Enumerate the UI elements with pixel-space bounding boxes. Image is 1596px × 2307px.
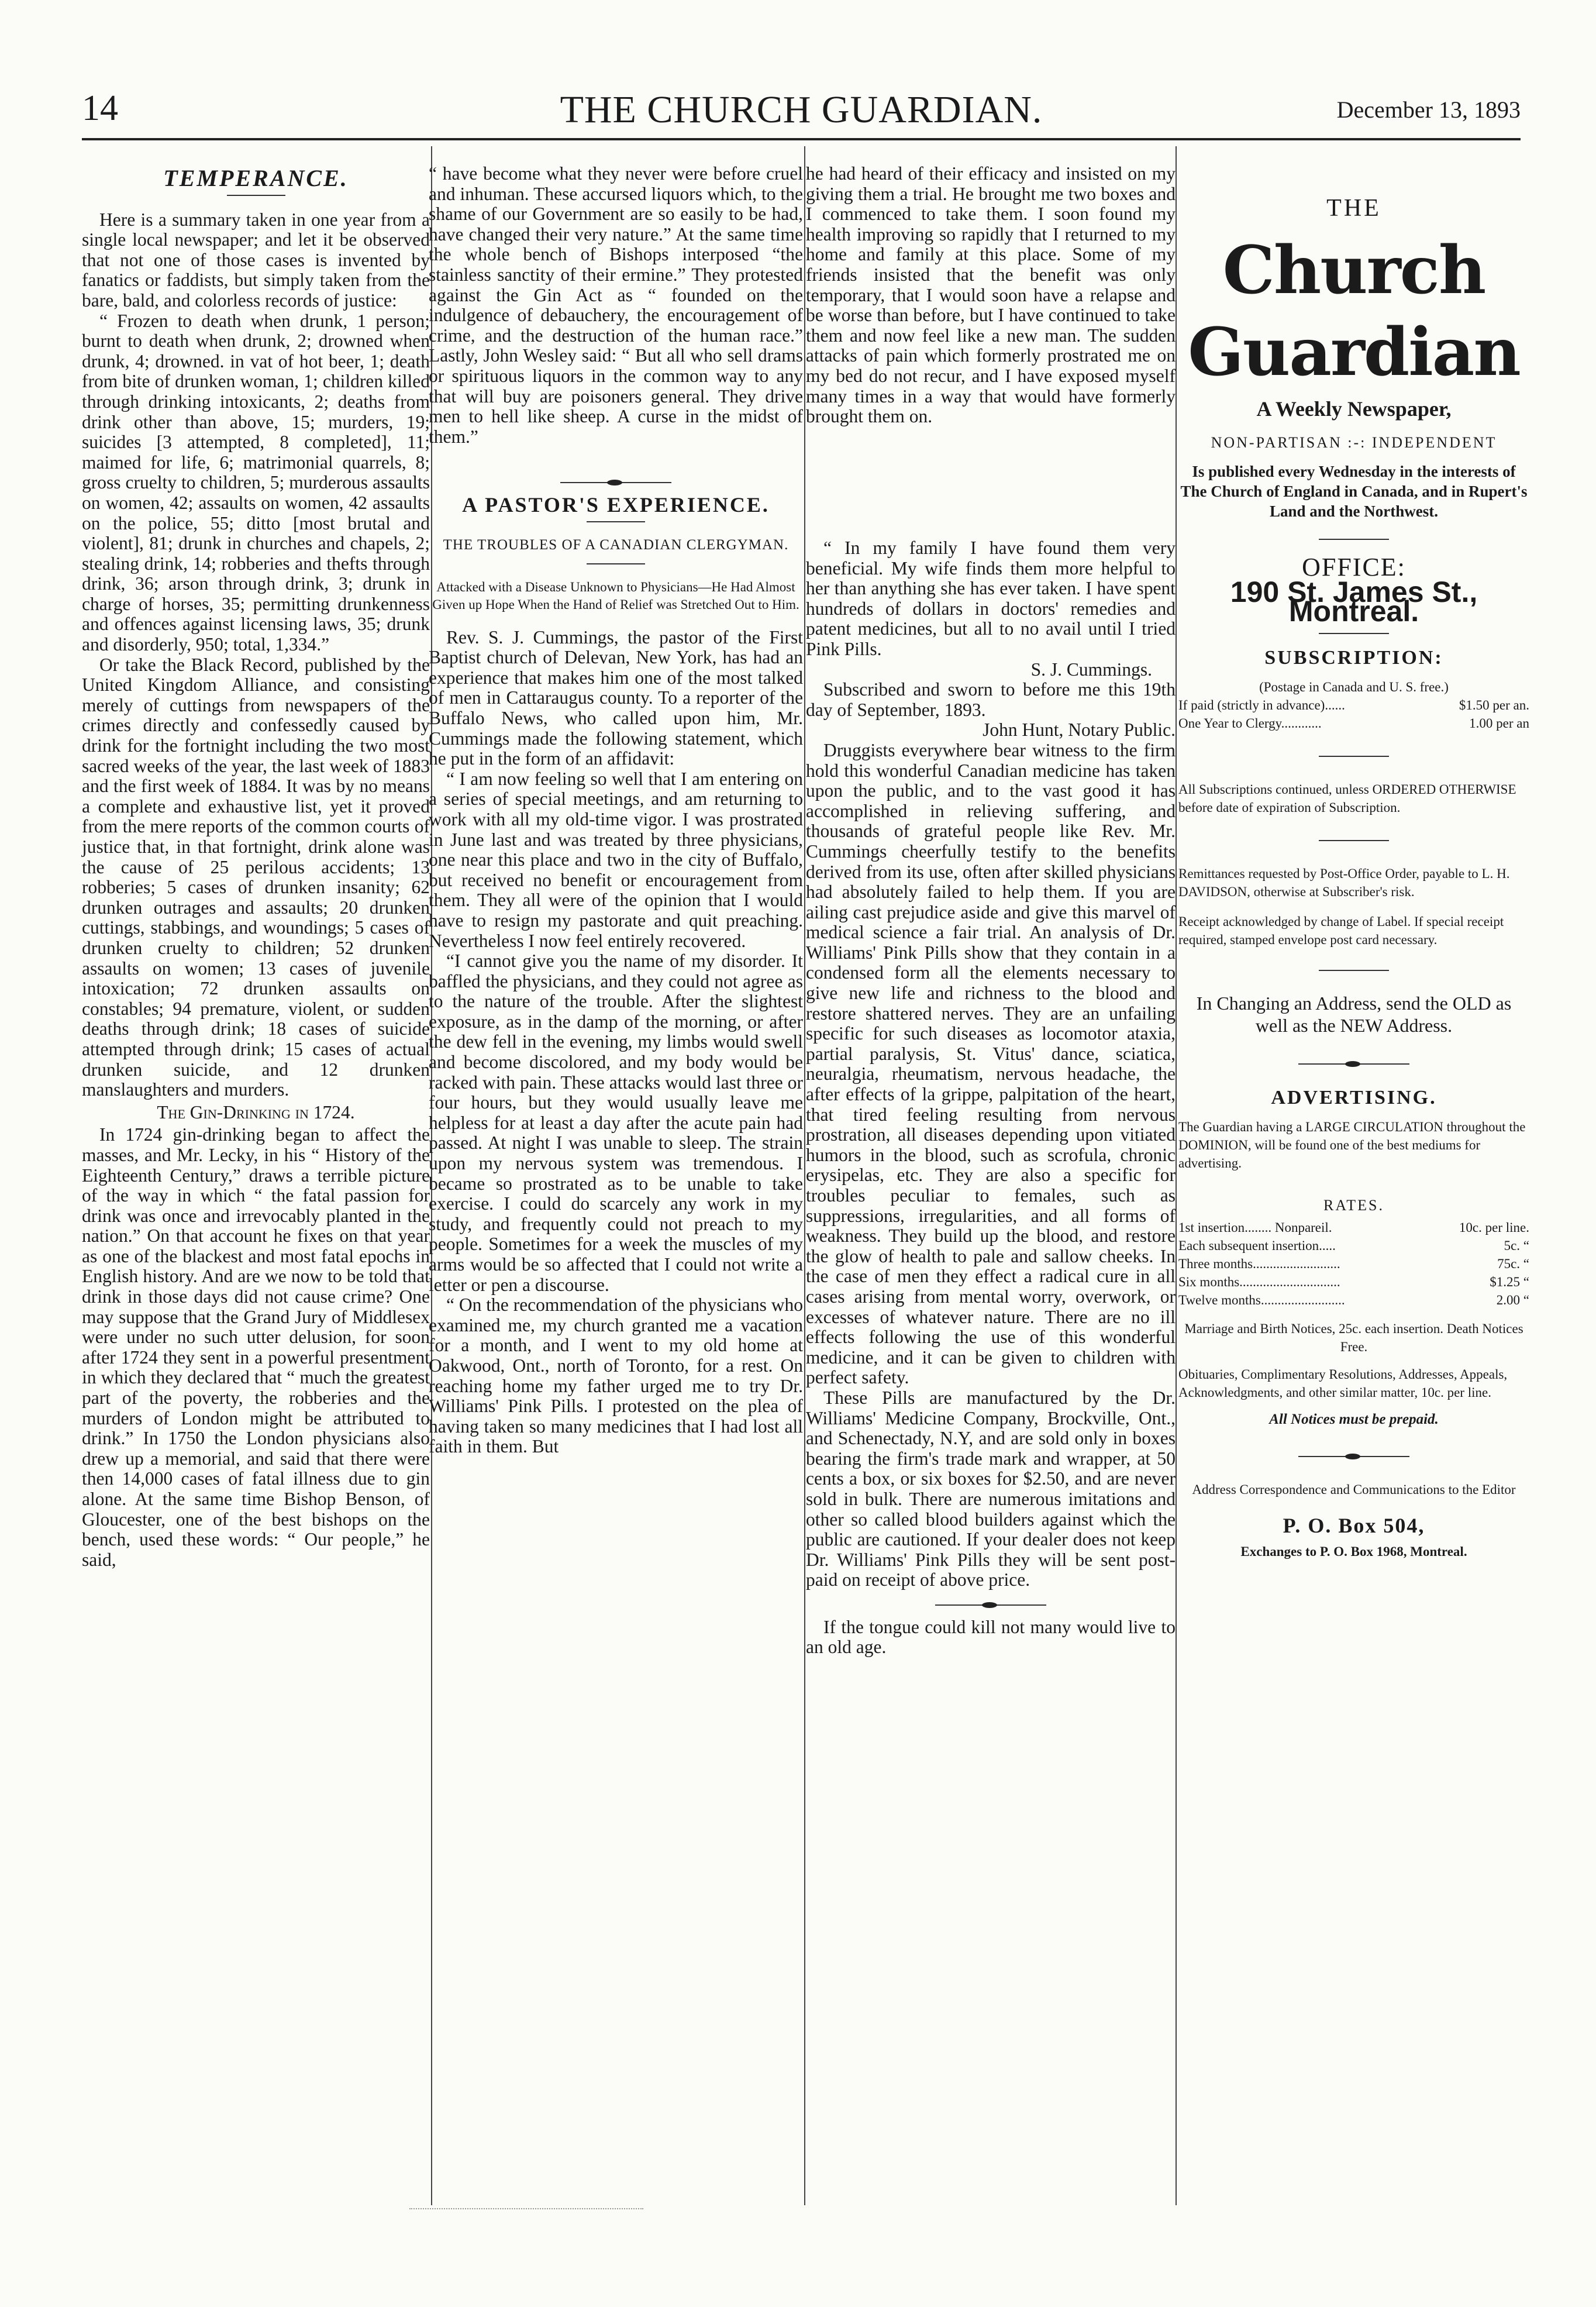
temperance-continued: “ have become what they never were before cruel and inhuman. These accursed liquors which, to the shame of our Government are so easily to be had, have changed their very nature.” At the same time the whole bench of Bishops interposed “the stainless sanctity of their ermine.” They protested against the Gin Act as “ founded on the indulgence of debauchery, the encouragement of crime, and the destruction of the human race.” Lastly, John Wesley said: “ But all who sell drams or spirituous liquors in the common way to any that will buy are poisoners general. They drive men to hell like sheep. A curse in the midst of them.”: [429, 164, 803, 447]
pastor-lede: Attacked with a Disease Unknown to Physicians—He Had Almost Given up Hope When the Hand of Relief was Stretched Out to Him.: [432, 579, 799, 612]
separator: [1319, 539, 1389, 540]
office-address: 190 St. James St., Montreal.: [1230, 576, 1478, 628]
masthead-the: THE: [1326, 195, 1381, 222]
heading-rule: [587, 521, 645, 522]
address-change-note: In Changing an Address, send the OLD as well as the NEW Address.: [1196, 993, 1512, 1036]
advertising-heading: ADVERTISING.: [1271, 1087, 1437, 1108]
rate-row: One Year to Clergy............ 1.00 per an: [1178, 716, 1529, 731]
exchanges-note: Exchanges to P. O. Box 1968, Montreal.: [1240, 1544, 1467, 1559]
pastor-paragraph: These Pills are manufactured by the Dr. Williams' Medicine Company, Brockville, Ont., and Schenectady, N.Y, and are sold only in boxes bearing the firm's trade mark and wrapper, at 50 cents a box, or six boxes for $2.50, and are never sold in bulk. There are numerous imitations and other so called blood builders against which the public are cautioned. If your dealer does not keep Dr. Williams' Pink Pills they will be sent post-paid on receipt of above price.: [806, 1387, 1176, 1590]
rate-row: [1178, 1218, 1529, 1237]
page-header: [82, 88, 1521, 135]
advertising-rates: [1178, 1218, 1529, 1309]
pastor-paragraph: “ In my family I have found them very beneficial. My wife finds them more helpful to her than anything she has ever taken. I have spent hundreds of dollars in doctors' remedies and patent medicines, but all to no avail until I tried Pink Pills.: [806, 538, 1176, 659]
pastor-subhead: THE TROUBLES OF A CANADIAN CLERGYMAN.: [443, 536, 789, 553]
temperance-paragraph: In 1724 gin-drinking began to affect the masses, and Mr. Lecky, in his “ History of the Eighteenth Century,” draws a terrible picture of the way in which “ the fatal passion for drink was once and irrevocably planted in the nation.” On that account he fixes on that year as one of the blackest and most fatal epochs in English history. And are we now to be told that drink in those days did not cause crime? One may suppose that the Grand Jury of Middlesex were under no such utter delusion, for soon after 1724 they sent in a powerful presentment in which they declared that “ much the greatest part of the poverty, the robberies and the murders of London might be attributed to drink.” In 1750 the London physicians also drew up a memorial, and said that there were then 14,000 cases of fatal illness due to gin alone. At the same time Bishop Benson, of Gloucester, one of the best bishops on the bench, used these words: “ Our people,” he said,: [82, 1125, 430, 1570]
pastor-paragraph: “ I am now feeling so well that I am entering on a series of special meetings, and am returning to work with all my old-time vigor. I was prostrated in June last and was treated by three physicians, one near this place and two in the city of Buffalo, but received no benefit or encouragement from them. They all were of the opinion that I would have to resign my pastorate and quit preaching. Nevertheless I now feel entirely recovered.: [429, 768, 803, 951]
nonpartisan-line: NON-PARTISAN :-: INDEPENDENT: [1211, 434, 1497, 451]
rate-label: 1st insertion........ Nonpareil.: [1178, 1220, 1332, 1235]
section-separator: [1298, 1063, 1409, 1065]
column-divider: [804, 146, 805, 2205]
marriage-notices: Marriage and Birth Notices, 25c. each insertion. Death Notices Free.: [1184, 1321, 1523, 1354]
separator: [1319, 756, 1389, 757]
header-rule: [82, 138, 1521, 140]
publication-note: Is published every Wednesday in the interests of The Church of England in Canada, and in Rupert's Land and the Northwest.: [1180, 463, 1528, 520]
rate-label: Six months..............................: [1178, 1275, 1340, 1289]
remittances-note: Remittances requested by Post-Office Order, payable to L. H. DAVIDSON, otherwise at Subscriber's risk.: [1178, 866, 1510, 899]
pastor-paragraph: Druggists everywhere bear witness to the firm hold this wonderful Canadian medicine has taken upon the public, and to the vast good it has accomplished in relieving suffering, and thousands of grateful people like Rev. Mr. Cummings cheerfully testify to the benefits derived from its use, often after skilled physicians had absolutely failed to help them. If you are ailing cast prejudice aside and give this marvel of medical science a fair trial. An analysis of Dr. Williams' Pink Pills show that they contain in a condensed form all the elements necessary to give new life and richness to the blood and restore shattered nerves. They are an unfailing specific for such diseases as locomotor ataxia, partial paralysis, St. Vitus' dance, sciatica, neuralgia, rheumatism, nervous headache, the after effects of la grippe, palpitation of the heart, that tired feeling resulting from nervous prostration, all diseases depending upon vitiated humors in the blood, such as scrofula, chronic erysipelas, etc. They are also a specific for troubles peculiar to females, such as suppressions, irregularities, and all forms of weakness. They build up the blood, and restore the glow of health to pale and sallow cheeks. In the case of men they effect a radical cure in all cases arising from mental worry, overwork, or excesses of whatever nature. There are no ill effects following the use of this wonderful medicine, and it can be given to children with perfect safety.: [806, 739, 1176, 1388]
rate-label: Three months..........................: [1178, 1256, 1340, 1271]
pastor-heading: A PASTOR'S EXPERIENCE.: [462, 493, 770, 517]
section-separator: [560, 482, 671, 483]
rates-heading: RATES.: [1323, 1197, 1384, 1214]
temperance-paragraph: Here is a summary taken in one year from a single local newspaper; and let it be observed that not one of those cases is invented by fanatics or faddists, but simply taken from the bare, bald, and colorless records of justice:: [82, 209, 430, 311]
receipt-note: Receipt acknowledged by change of Label. If special receipt required, stamped envelope post card necessary.: [1178, 914, 1504, 947]
section-separator: [935, 1604, 1046, 1606]
newspaper-title: THE CHURCH GUARDIAN.: [560, 88, 1043, 131]
advertising-text: The Guardian having a LARGE CIRCULATION throughout the DOMINION, will be found one of the best mediums for advertising.: [1178, 1120, 1526, 1170]
section-separator: [1298, 1456, 1409, 1457]
rate-row: [1178, 1291, 1529, 1309]
separator: [1319, 970, 1389, 971]
masthead-name: Church Guardian: [1188, 232, 1520, 391]
masthead-column: [1178, 164, 1529, 1561]
issue-date: December 13, 1893: [1336, 97, 1521, 123]
temperance-paragraph: Or take the Black Record, published by the United Kingdom Alliance, and consisting merely of cuttings from newspapers of the crimes directly and confessedly caused by drink for the fortnight including the two most sacred weeks of the year, the last week of 1883 and the first week of 1884. It was by no means a complete and exhaustive list, yet it proved from the mere reports of the common courts of justice that, in that fortnight, drink alone was the cause of 25 perilous accidents; 13 robberies; 5 cases of drunken insanity; 62 drunken outrages and assaults; 20 drunken cuttings, stabbings, and woundings; 5 cases of drunken cruelty to children; 52 drunken assaults on women; 13 cases of juvenile intoxication; 72 drunken assaults on constables; 94 premature, violent, or sudden deaths through drink; 18 cases of suicide attempted through drink; 15 cases of actual drunken suicide, and 12 drunken manslaughters and murders.: [82, 654, 430, 1100]
pastor-paragraph: “I cannot give you the name of my disorder. It baffled the physicians, and they could not agree as to the nature of the trouble. After the slightest exposure, as in the damp of the morning, or after the dew fell in the evening, my limbs would swell and become discolored, and my body would be racked with pain. These attacks would last three or four hours, but they would usually leave me helpless for at least a day after the acute pain had passed. At night I was unable to sleep. The strain upon my nervous system was tremendous. I became so prostrated as to be unable to take exercise. I could do scarcely any work in my study, and frequently could not preach to my people. Sometimes for a week the muscles of my arms would be so affected that I could not write a letter or pen a discourse.: [429, 951, 803, 1295]
heading-rule: [587, 563, 645, 564]
sworn-statement: Subscribed and sworn to before me this 19th day of September, 1893.: [806, 679, 1176, 720]
pastor-paragraph: “ On the recommendation of the physicians who examined me, my church granted me a vacation for a month, and I went to my old home at Oakwood, Ont., north of Toronto, for a rest. On reaching home my father urged me to try Dr. Williams' Pink Pills. I protested on the plea of having taken so many medicines that I had lost all faith in them. But: [429, 1295, 803, 1457]
rate-label: Each subsequent insertion.....: [1178, 1238, 1336, 1253]
rate-row: If paid (strictly in advance)...... $1.50 per an.: [1178, 698, 1529, 712]
pastor-paragraph: Rev. S. J. Cummings, the pastor of the First Baptist church of Delevan, New York, has had an experience that makes him one of the most talked of men in Cattaraugus county. To a reporter of the Buffalo News, who called upon him, Mr. Cummings made the following statement, which he put in the form of an affidavit:: [429, 626, 803, 769]
rate-value: $1.25 “: [1490, 1275, 1529, 1289]
separator: [1319, 840, 1389, 841]
rate-value: 5c. “: [1504, 1238, 1529, 1253]
po-box: P. O. Box 504,: [1283, 1514, 1425, 1537]
rate-value: 75c. “: [1497, 1256, 1529, 1271]
rate-value: 2.00 “: [1496, 1293, 1529, 1307]
rate-row: [1178, 1255, 1529, 1273]
column-3: [806, 164, 1176, 1658]
signature: S. J. Cummings.: [1030, 659, 1152, 680]
pastor-continued: he had heard of their efficacy and insisted on my giving them a trial. He brought me two boxes and I commenced to take them. I soon found my health improving so rapidly that I returned to my home and family at this place. Some of my friends insisted that the benefit was only temporary, that I would soon have a relapse and be worse than before, but I have continued to take them and now feel like a new man. The sudden attacks of pain which formerly prostrated me on my bed do not recur, and I have exposed myself many times in a way that would have formerly brought them on.: [806, 164, 1176, 427]
correspondence-note: Address Correspondence and Communications to the Editor: [1192, 1482, 1516, 1497]
masthead-tagline: A Weekly Newspaper,: [1256, 397, 1452, 421]
rate-row: [1178, 1237, 1529, 1255]
page-number: 14: [82, 88, 118, 128]
column-1: [82, 164, 430, 1854]
office-label: OFFICE:: [1302, 553, 1406, 581]
filler-text: If the tongue could kill not many would live to an old age.: [806, 1616, 1176, 1658]
separator: [1319, 633, 1389, 634]
rate-value: 10c. per line.: [1459, 1220, 1529, 1235]
notary: John Hunt, Notary Public.: [983, 719, 1176, 741]
rate-label: Twelve months.........................: [1178, 1293, 1345, 1307]
column-divider: [1176, 146, 1177, 2205]
temperance-paragraph: “ Frozen to death when drunk, 1 person; burnt to death when drunk, 2; drowned when drunk, 4; drowned. in vat of hot beer, 1; death from bite of drunken woman, 1; children killed through drinking intoxicants, 2; deaths from drink other than above, 15; murders, 19; suicides [3 attempted, 8 completed], 11; maimed for life, 6; matrimonial quarrels, 8; gross cruelty to children, 5; murderous assaults on women, 42; assaults on women, 42 assaults on the police, 55; ditto [most brutal and violent], 81; drunk in churches and chapels, 2; stealing drink, 14; robberies and thefts through drink, 36; arson through drink, 3; drunk in charge of horses, 35; permitting drunkenness and offences against licensing laws, 35; drunk and disorderly, 950; total, 1,334.”: [82, 310, 430, 655]
prepaid-note: All Notices must be prepaid.: [1269, 1411, 1439, 1427]
bottom-rule: [409, 2208, 643, 2209]
subscription-rates: [1178, 696, 1529, 732]
obituary-notices: Obituaries, Complimentary Resolutions, Addresses, Appeals, Acknowledgments, and other similar matter, 10c. per line.: [1178, 1367, 1508, 1400]
subscription-continued: All Subscriptions continued, unless ORDERED OTHERWISE before date of expiration of Subscription.: [1178, 782, 1516, 815]
temperance-heading: TEMPERANCE.: [163, 165, 349, 191]
rate-row: [1178, 1273, 1529, 1291]
gin-subhead: The Gin-Drinking in 1724.: [157, 1101, 355, 1122]
subscription-heading: SUBSCRIPTION:: [1264, 647, 1443, 669]
heading-rule: [227, 195, 285, 196]
postage-note: (Postage in Canada and U. S. free.): [1259, 680, 1449, 694]
column-2: [429, 164, 803, 1541]
